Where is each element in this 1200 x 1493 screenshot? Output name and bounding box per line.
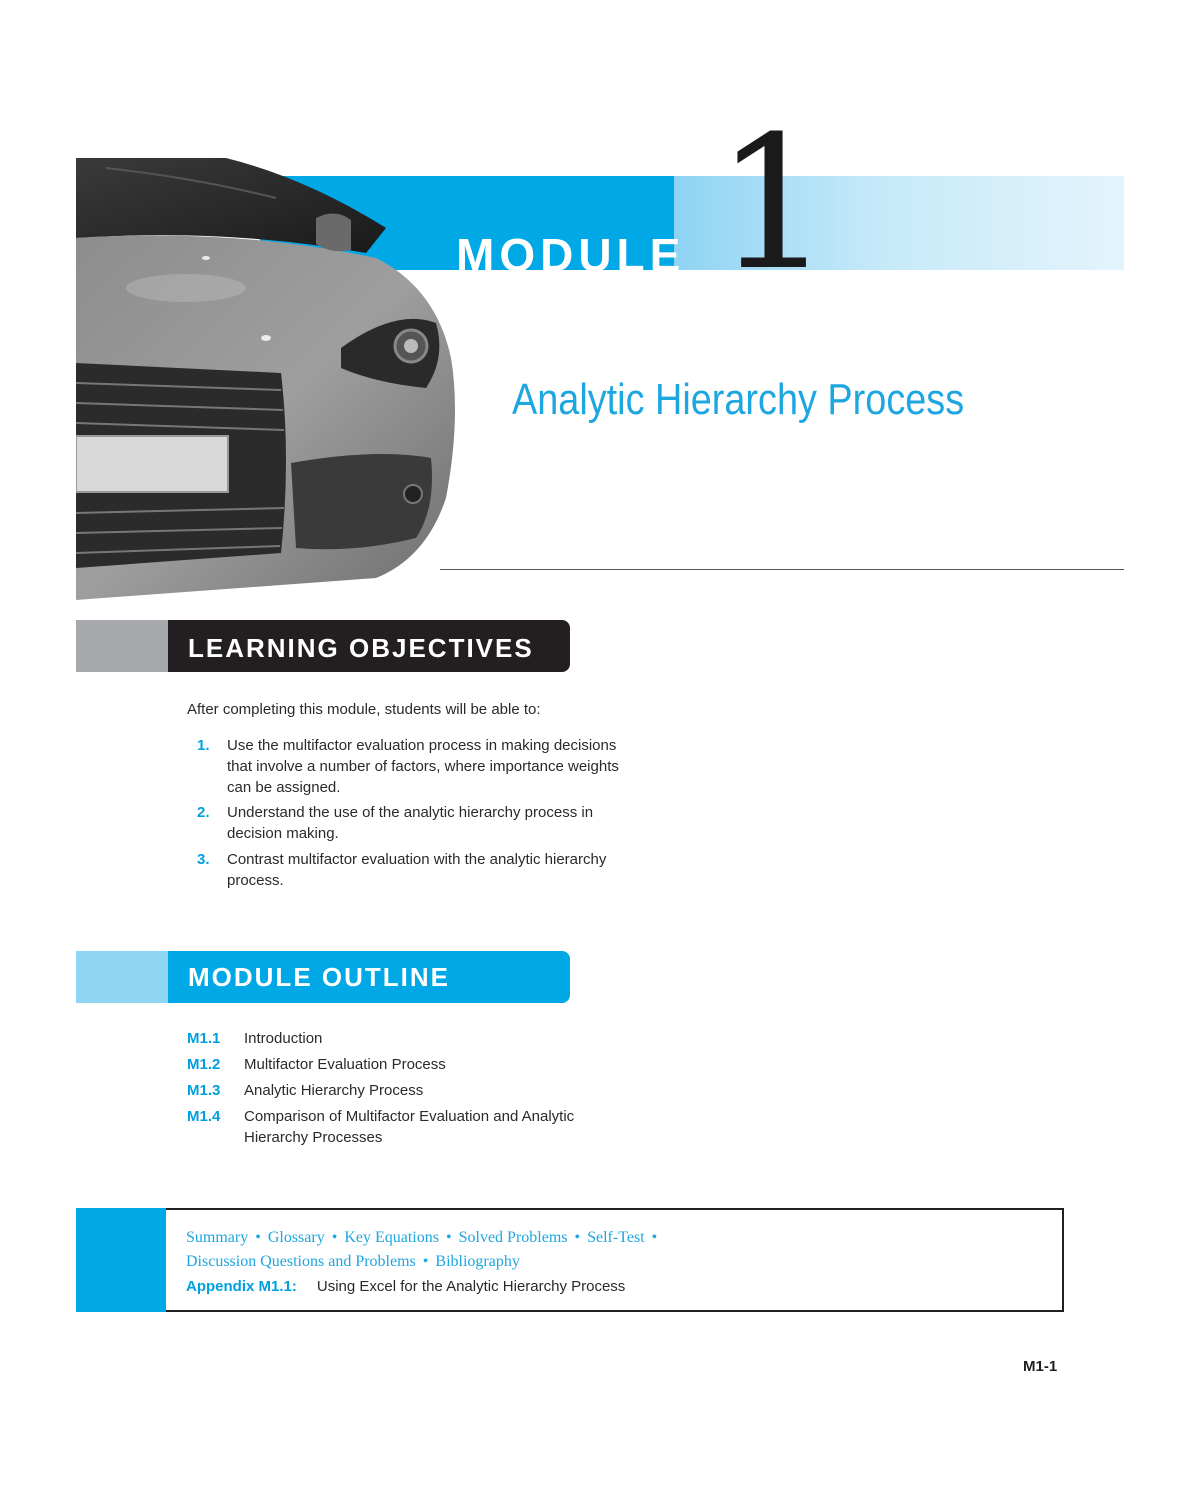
eoc-self-test: Self-Test xyxy=(587,1229,645,1246)
bullet-separator: • xyxy=(574,1229,581,1246)
title-divider xyxy=(440,569,1124,570)
end-of-chapter-line-2 xyxy=(186,1252,520,1272)
objective-number: 3. xyxy=(197,851,210,868)
bullet-separator: • xyxy=(331,1229,338,1246)
bullet-separator: • xyxy=(445,1229,452,1246)
objectives-intro: After completing this module, students will be able to: xyxy=(187,701,541,718)
appendix-label: Appendix M1.1: xyxy=(186,1278,297,1295)
outline-text: Comparison of Multifactor Evaluation and Analytic Hierarchy Processes xyxy=(244,1108,575,1146)
bullet-separator: • xyxy=(651,1229,658,1246)
page-title: Analytic Hierarchy Process xyxy=(512,375,965,424)
outline-number: M1.4 xyxy=(187,1108,221,1125)
eoc-solved-problems: Solved Problems xyxy=(458,1229,568,1246)
eoc-glossary: Glossary xyxy=(267,1229,325,1246)
end-of-chapter-line-1 xyxy=(186,1228,664,1248)
outline-number: M1.3 xyxy=(187,1082,221,1099)
appendix-line xyxy=(186,1277,625,1297)
outline-text: Introduction xyxy=(244,1030,323,1047)
outline-text: Multifactor Evaluation Process xyxy=(244,1056,446,1073)
bullet-separator: • xyxy=(255,1229,261,1246)
learning-objectives-heading: LEARNING OBJECTIVES xyxy=(188,633,534,663)
outline-number: M1.1 xyxy=(187,1030,221,1047)
objective-number: 1. xyxy=(197,737,210,754)
section-tab-gray xyxy=(76,620,168,672)
module-label: MODULE xyxy=(456,229,686,281)
section-tab-light-blue xyxy=(76,951,168,1003)
eoc-bibliography: Bibliography xyxy=(435,1253,520,1270)
eoc-summary: Summary xyxy=(186,1229,249,1246)
appendix-text: Using Excel for the Analytic Hierarchy Process xyxy=(316,1278,626,1295)
objective-text: Contrast multifactor evaluation with the analytic hierarchy process. xyxy=(227,851,607,889)
car-front-photo xyxy=(76,158,476,600)
page-number: M1-1 xyxy=(1023,1358,1058,1375)
eoc-key-equations: Key Equations xyxy=(344,1229,439,1246)
bullet-separator: • xyxy=(422,1253,429,1270)
outline-text: Analytic Hierarchy Process xyxy=(244,1082,424,1099)
module-number: 1 xyxy=(715,97,833,311)
eoc-discussion-questions: Discussion Questions and Problems xyxy=(186,1253,416,1270)
objective-text: Understand the use of the analytic hierarchy process in decision making. xyxy=(227,804,594,842)
end-of-chapter-tab xyxy=(76,1208,168,1312)
outline-number: M1.2 xyxy=(187,1056,221,1073)
module-outline-heading: MODULE OUTLINE xyxy=(188,962,450,992)
objective-number: 2. xyxy=(197,804,210,821)
objective-text: Use the multifactor evaluation process in making decisions that involve a number of factors, where importance weights can be assigned. xyxy=(227,737,619,796)
